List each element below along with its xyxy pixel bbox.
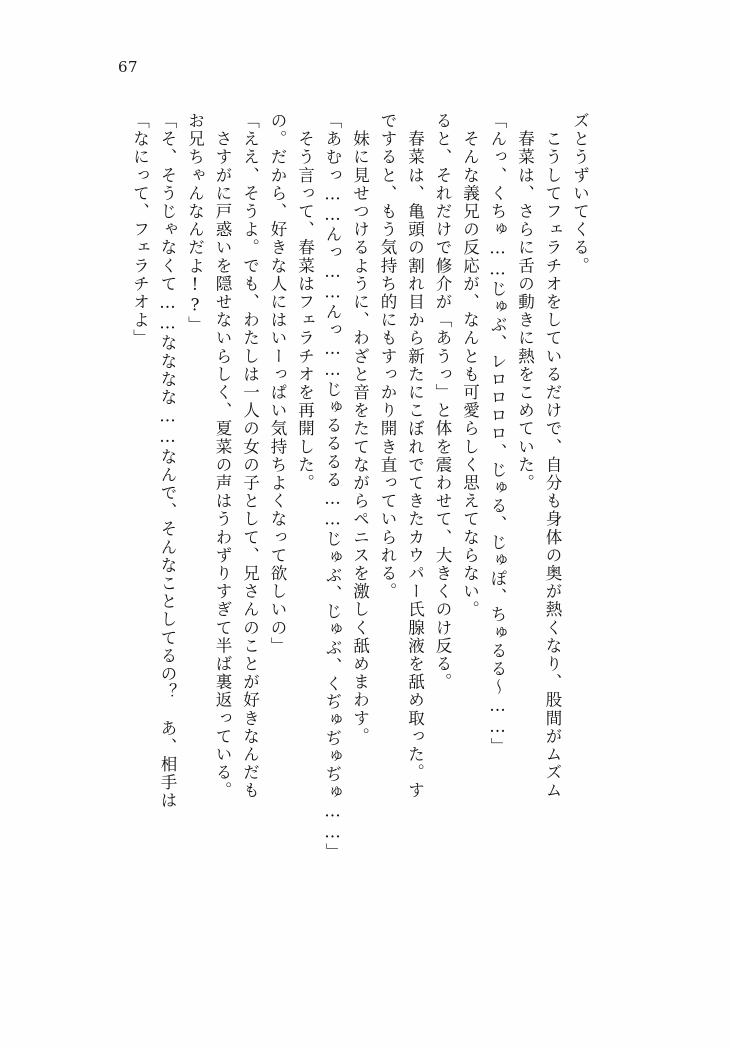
text-column: そんな義兄の反応が、なんとも可愛らしく思えてならない。 — [460, 112, 480, 619]
text-column: の。だから、好きな人にはいーっぱい気持ちよくなって欲しいの」 — [268, 112, 287, 655]
text-column: 「そ、そうじゃなくて……なななな……なんで、そんなことしてるの？ あ、相手は — [158, 112, 177, 810]
text-column: 春菜は、亀頭の割れ目から新たにこぼれでてきたカウパー氏腺液を舐め取った。す — [405, 112, 425, 800]
text-column: 春菜は、さらに舌の動きに熱をこめていた。 — [515, 112, 535, 493]
text-column: 「なにって、フェラチオよ」 — [130, 112, 150, 348]
vertical-text-body — [120, 112, 640, 977]
text-column: お兄ちゃんなんだよ!?」 — [185, 112, 205, 335]
text-column: こうしてフェラチオをしているだけで、自分も身体の奥が熱くなり、股間がムズム — [543, 112, 562, 800]
text-column: 「んっ、くちゅ……じゅぶ、レロロロロ、じゅる、じゅぽ、ちゅるる～……」 — [488, 112, 507, 756]
text-column: さすがに戸惑いを隠せないらしく、夏菜の声はうわずりすぎて半ば裏返っている。 — [213, 112, 232, 800]
text-column: 「ええ、そうよ。でも、わたしは一人の女の子として、兄さんのことが好きなんだも — [240, 112, 260, 800]
text-column: ズとうずいてくる。 — [570, 112, 590, 275]
text-column: そう言って、春菜はフェラチオを再開した。 — [295, 112, 315, 493]
page-number: 67 — [118, 58, 139, 76]
text-column: 妹に見せつけるように、わざと音をたてながらペニスを激しく舐めまわす。 — [350, 112, 370, 746]
text-column: ですると、もう気持ち的にもすっかり開き直っていられる。 — [378, 112, 397, 601]
text-column: ると、それだけで修介が「あうっ」と体を震わせて、大きくのけ反る。 — [433, 112, 452, 692]
text-column: 「あむっ……んっ……んっ……じゅるるるる……じゅぶ、じゅぶ、くぢゅぢゅぢゅ……」 — [323, 112, 342, 861]
